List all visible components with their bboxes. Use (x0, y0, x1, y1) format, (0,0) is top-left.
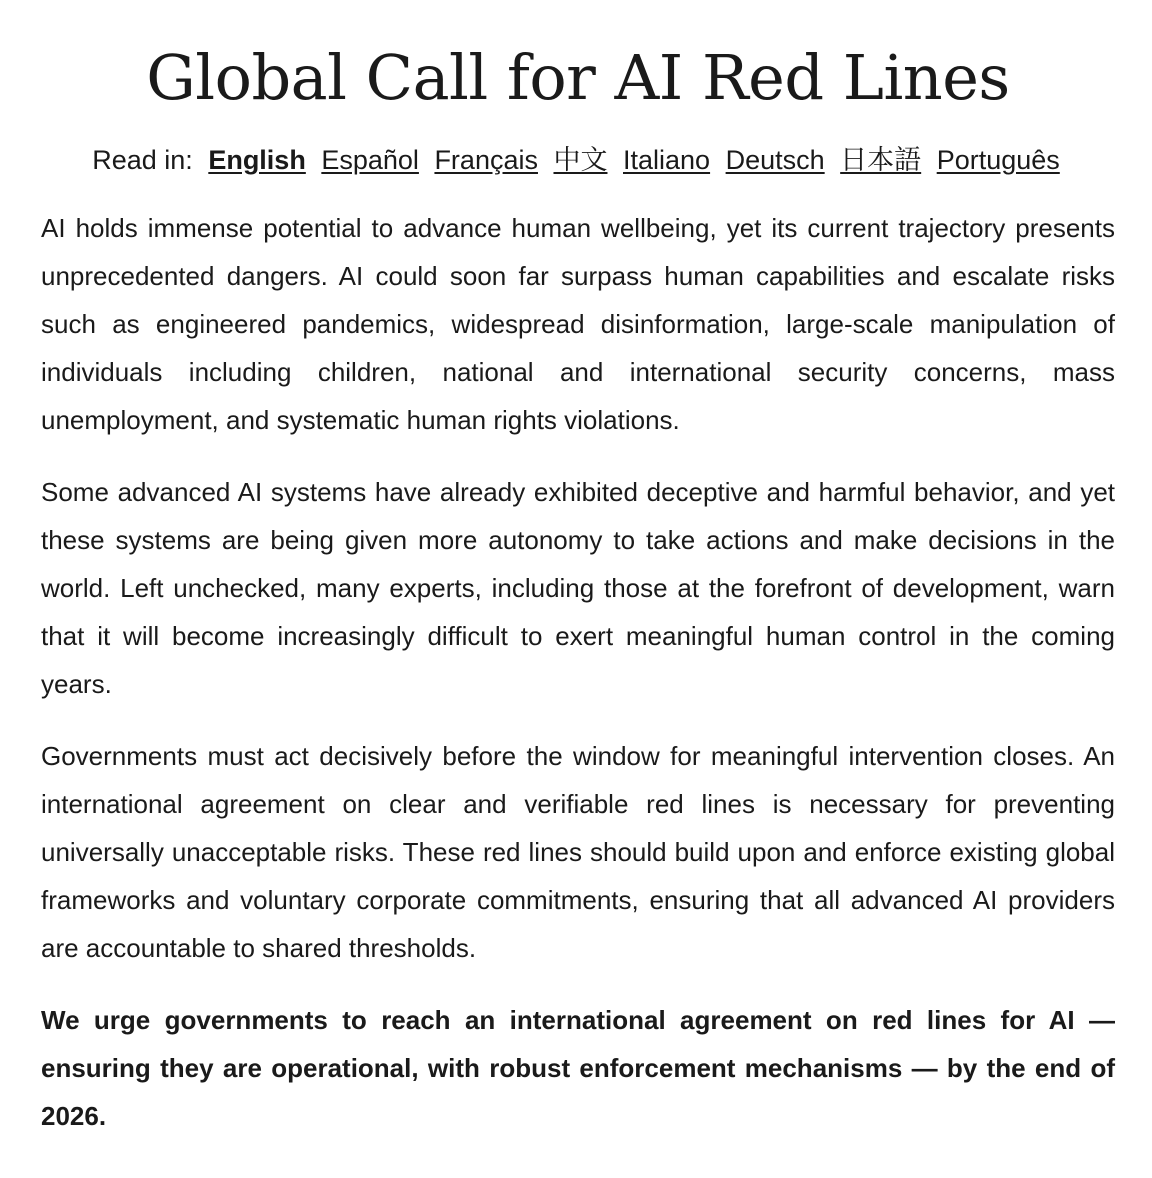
language-link-german[interactable]: Deutsch (725, 145, 825, 175)
paragraph-call-to-action: We urge governments to reach an international agreement on red lines for AI — ensuring they are operational, with robust enforcement mechanisms — by the end of 2026. (41, 1005, 1115, 1131)
language-link-chinese[interactable]: 中文 (553, 145, 608, 175)
page-title: Global Call for AI Red Lines (146, 41, 1010, 114)
language-link-italian[interactable]: Italiano (623, 145, 711, 175)
paragraph-government-action: Governments must act decisively before the window for meaningful intervention closes. An international agreement on clear and verifiable red lines is necessary for preventing universally unacceptable risks. These red lines should build upon and enforce existing global frameworks and voluntary corporate commitments, ensuring that all advanced AI providers are accountable to shared thresholds. (41, 741, 1115, 963)
statement-body (41, 204, 1115, 1140)
language-link-japanese[interactable]: 日本語 (840, 145, 922, 175)
language-switcher (41, 140, 1115, 180)
language-label: Read in: (92, 145, 193, 175)
language-link-spanish[interactable]: Español (321, 145, 419, 175)
language-link-french[interactable]: Français (434, 145, 538, 175)
paragraph-ai-potential: AI holds immense potential to advance human wellbeing, yet its current trajectory presents unprecedented dangers. AI could soon far surpass human capabilities and escalate risks such as engineered pandemics, widespread disinformation, large-scale manipulation of individuals including children, national and international security concerns, mass unemployment, and systematic human rights violations. (41, 213, 1115, 435)
language-link-portuguese[interactable]: Português (936, 145, 1060, 175)
language-link-english[interactable]: English (208, 145, 306, 175)
paragraph-autonomy-risks: Some advanced AI systems have already exhibited deceptive and harmful behavior, and yet these systems are being given more autonomy to take actions and make decisions in the world. Left unchecked, many experts, including those at the forefront of development, warn that it will become increasingly difficult to exert meaningful human control in the coming years. (41, 477, 1115, 699)
